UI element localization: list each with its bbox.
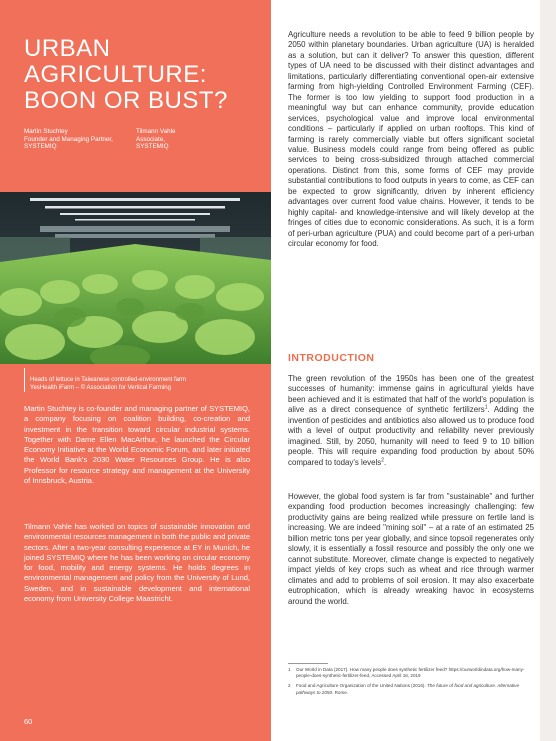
author-name: Martin Stuchtey <box>24 128 68 135</box>
section-heading: INTRODUCTION <box>288 352 375 364</box>
footnote-title: The future of food and agriculture. Alternative pathways to 2050 <box>296 683 520 695</box>
footnote <box>288 667 534 679</box>
footnote-text <box>296 667 534 679</box>
para-text: . Adding the invention of pesticides and antibiotics also allowed us to produce food with a level of output productivity and reliability never previously imagined. Still, by 2050, humanity will need to feed 9 to 10 billion people. This will require expanding food production by about 50% compared to today's levels <box>288 405 534 467</box>
footnote-citation: Food and Agriculture Organization of the United Nations (2016). <box>296 683 427 689</box>
page-number: 60 <box>24 717 33 726</box>
title-line: AGRICULTURE: <box>24 61 207 88</box>
footnote-rule <box>288 663 328 664</box>
author-role: Associate, <box>136 135 166 143</box>
footnote-suffix: . Rome. <box>332 689 349 695</box>
article-title <box>24 36 254 114</box>
lettuce-farm-illustration <box>0 192 271 364</box>
bio-text: Martin Stuchtey is co-founder and managing partner of SYSTEMIQ, a company focusing on coalition building, co-creation and investment in the transition toward circular industrial systems. Together with Dame Ellen MacArthur, he launched the Circular Economy Initiative at the World Economic Forum, and later initiated the World Bank's 2030 Water Resources Group. He is also Professor for resource strategy and management at the University of Innsbruck, Austria. <box>24 404 250 486</box>
bio-stuchtey <box>24 404 250 492</box>
author-org: SYSTEMIQ <box>136 143 169 151</box>
page-edge-strip <box>540 0 556 741</box>
footnote-citation: Our World in Data (2017). How many people does synthetic fertilizer feed? https://ourworldindata.org/how-many-people-does-synthetic-fertilizer-feed, Accessed April 16, 2019 <box>296 667 525 679</box>
caption-text <box>30 377 260 392</box>
para-text: . <box>383 457 387 467</box>
intro-paragraph-1 <box>288 374 534 468</box>
title-line: BOON OR BUST? <box>24 87 228 114</box>
footnote-text <box>296 683 534 695</box>
left-column <box>0 0 271 741</box>
footnote-ref: 1 <box>484 404 488 411</box>
author-org: SYSTEMIQ <box>24 143 57 151</box>
caption-line: Heads of lettuce in Taiwanese controlled-environment farm <box>30 377 186 383</box>
intro-paragraph-2: However, the global food system is far from "sustainable" and further expanding food production becomes increasingly challenging: few productivity gains are being realized while pressure on fertile land is increasing. We are indeed "mining soil" – at a rate of an estimated 25 billion metric tons per year globally, and since topsoil regenerates only slowly, it is essentially a fossil resource and possibly the only one we cannot substitute. Moreover, climate change is expected to negatively impact yields of key crops such as wheat and rice through warmer climates and add to problems of soil erosion. It may also exacerbate eutrophication, which is already wreaking havoc in ecosystems around the world. <box>288 492 534 606</box>
bio-vahle: Tilmann Vahle has worked on topics of sustainable innovation and environmental resources management in both the public and private sectors. After a two-year consulting experience at EY in Munich, he joined SYSTEMIQ where he has been working on circular economy for food, mobility and energy systems. He holds degrees in environmental management and policy from the University of Lund, Sweden, and in sustainable development and international economy from University College Maastricht. <box>24 522 250 604</box>
para-text: The green revolution of the 1950s has been one of the greatest successes of humanity: immense gains in agricultural yields have been achieved and it is estimated that half of the world's population is alive as a direct consequence of synthetic fertilizers <box>288 374 534 415</box>
caption-line: YesHealth iFarm – © Association for Vertical Farming <box>30 384 171 391</box>
title-line: URBAN <box>24 35 111 62</box>
footnote-number: 1 <box>288 667 291 672</box>
author-role: Founder and Managing Partner, <box>24 135 113 143</box>
author-vahle <box>136 128 176 151</box>
author-name: Tilmann Vahle <box>136 128 176 135</box>
footnotes <box>288 667 534 700</box>
footnote-number: 2 <box>288 683 291 689</box>
right-column <box>288 0 536 741</box>
footnote-ref: 2 <box>381 457 384 463</box>
lead-paragraph: Agriculture needs a revolution to be able to feed 9 billion people by 2050 within planetary boundaries. Urban agriculture (UA) is heralded as a solution, but can it deliver? To answer this question, different types of UA need to be discussed with their distinct advantages and limitations, particularly differentiating conventional open-air extensive farming from high-yielding Controlled Environment Farming (CEF). The former is too low yielding to support food production in a meaningful way but can enhance community, provide education services, psychological value and improve local environmental conditions – particularly if applied on urban rooftops. This kind of farming is rarely commercially viable but offers significant societal value. Business models could range from being offered as public services to being cross-subsidized through attached commercial operations. Distinct from this, some forms of CEF may provide substantial contributions to food outputs in years to come, as CEF can be expected to grow significantly, driven by inherent efficiency advantages over current food value chains. However, it tends to be highly capital- and knowledge-intensive and will likely develop at the fringes of cities due to economic considerations. As such, it is a form of peri-urban agriculture (PUA) and could become part of a peri-urban circular economy for food. <box>288 30 534 249</box>
author-stuchtey <box>24 128 113 151</box>
lettuce-farm-photo <box>0 192 271 364</box>
caption-rule <box>24 368 25 392</box>
footnote <box>288 683 534 695</box>
